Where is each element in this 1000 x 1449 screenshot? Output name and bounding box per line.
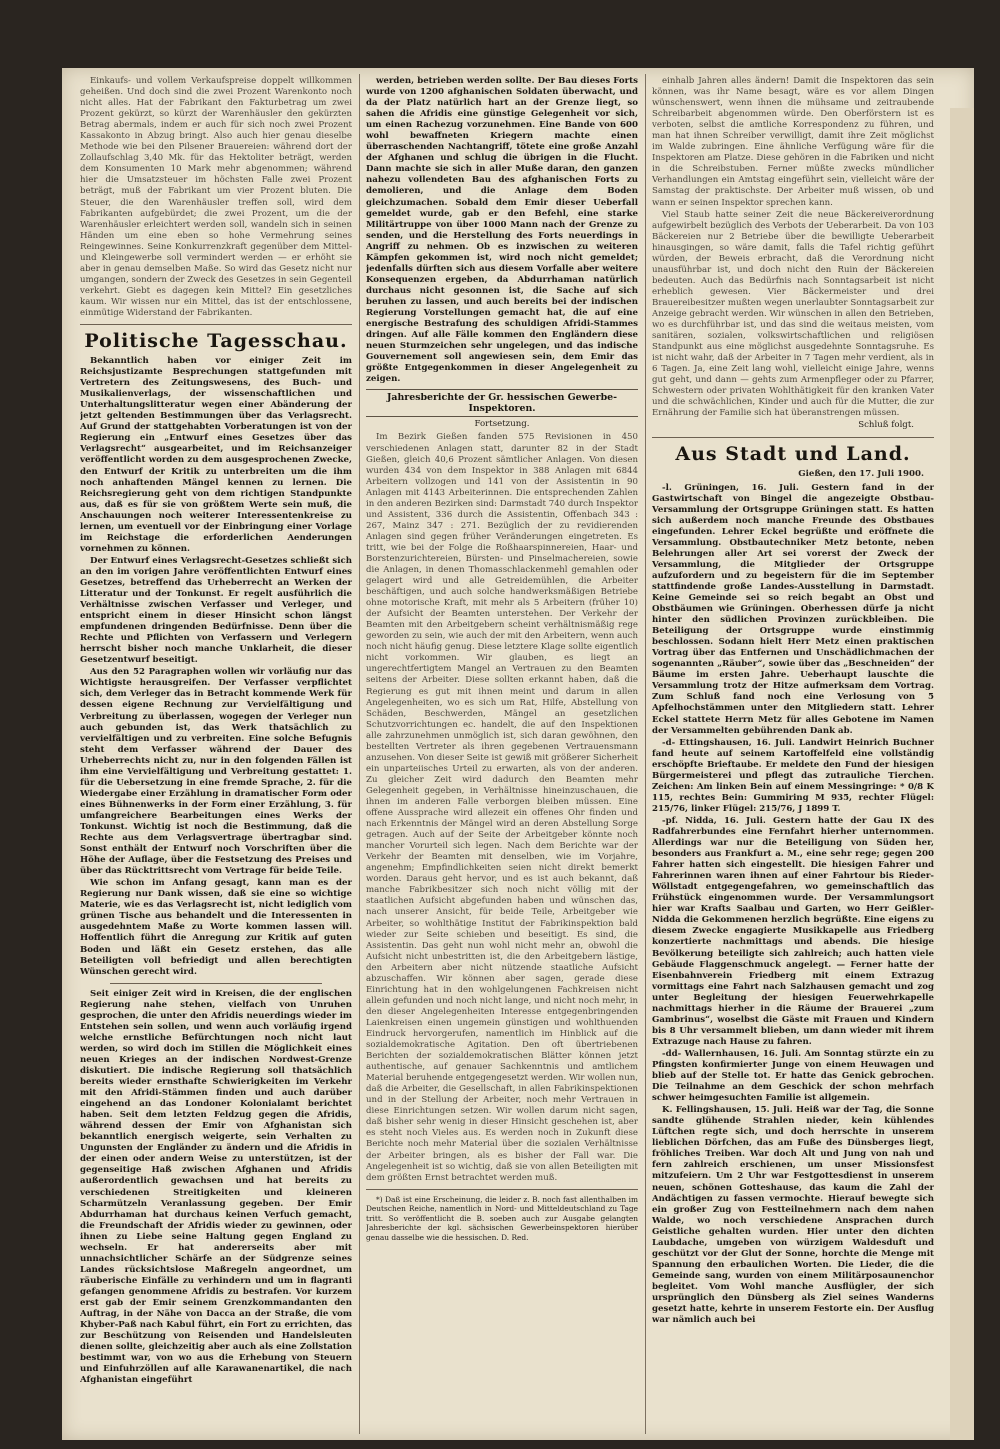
paragraph: Der Entwurf eines Verlagsrecht-Gesetzes schließt sich an den im vorigen Jahre veröffentlichten Entwurf eines Gesetzes, betreffend das Urheberrecht an Werken der Litteratur und der Tonkunst. Er regelt ausführlich die Verhältnisse zwischen Verfasser und Verleger, und entspricht einem in dieser Hinsicht schon längst empfundenen dringenden Bedürfnisse. Denn über die Rechte und Pflichten von Verfassern und Verlegern herrscht bisher noch manche Unklarheit, die dieser Gesetzentwurf beseitigt. [80,555,352,666]
news-item: -pf. Nidda, 16. Juli. Gestern hatte der Gau IX des Radfahrerbundes eine Fernfahrt hierher unternommen. Allerdings war nur die Beteiligung von Süden her, besonders aus Frankfurt a. M., eine sehr rege; gegen 200 Fahrer hatten sich eingestellt. Die hiesigen Fahrer und Fahrerinnen waren ihnen auf einer Fahrtour bis Rieder-Wöllstadt entgegengefahren, wo gemeinschaftlich das Frühstück eingenommen wurde. Der Versammlungsort hier war Krafts Saalbau und Garten, wo Herr Geißler-Nidda die Gekommenen herzlich begrüßte. Eine eigens zu diesem Zwecke engagierte Musikkapelle aus Friedberg konzertierte nachmittags und abends. Die hiesige Bevölkerung beteiligte sich zahlreich; auch hatten viele Gebäude Flaggenschmuck angelegt. — Ferner hatte der Eisenbahnverein Friedberg mit einem Extrazug vormittags eine Fahrt nach Salzhausen gemacht und zog unter Begleitung der hiesigen Feuerwehrkapelle nachmittags hierher in die Räume der Brauerei „zum Gambrinus“, woselbst die Gäste mit Frauen und Kindern bis 8 Uhr versammelt blieben, um dann wieder mit ihrem Extrazuge nach Hause zu fahren. [652,815,934,1047]
paragraph: werden, betrieben werden sollte. Der Bau dieses Forts wurde von 1200 afghanischen Soldaten überwacht, und da der Platz natürlich hart an der Grenze liegt, so sahen die Afridis eine günstige Gelegenheit vor sich, um einen Rachezug vorzunehmen. Eine Bande von 600 wohl bewaffneten Kriegern machte einen überraschenden Nachtangriff, tötete eine große Anzahl der Afghanen und schlug die übrigen in die Flucht. Dann machte sie sich in aller Muße daran, den ganzen nahezu vollendeten Bau des afghanischen Forts zu demolieren, und die Anlage dem Boden gleichzumachen. Sobald dem Emir dieser Ueberfall gemeldet wurde, gab er den Befehl, eine starke Militärtruppe von über 1000 Mann nach der Grenze zu senden, und die Herstellung des Forts neuerdings in Angriff zu nehmen. Ob es inzwischen zu weiteren Kämpfen gekommen ist, wird noch nicht gemeldet; jedenfalls dürften sich aus diesem Vorfalle aber weitere Konsequenzen ergeben, da Abdurrhaman natürlich durchaus nicht gesonnen ist, die Sache auf sich beruhen zu lassen, und auch bereits bei der indischen Regierung Vorstellungen gemacht hat, die auf eine energische Bestrafung des schuldigen Afridi-Stammes dringen. Auf alle Fälle kommen den Engländern diese neuen Sturmzeichen sehr ungelegen, und das indische Gouvernement soll angewiesen sein, dem Emir das größte Entgegenkommen in dieser Angelegenheit zu zeigen. [366,76,638,385]
right-page-edge [950,108,974,1440]
column-rule-1 [359,74,360,1434]
section-divider [652,437,934,438]
column-1 [80,76,352,1434]
article-continuation: Einkaufs- und vollem Verkaufspreise doppelt willkommen geheißen. Und doch sind die zwei Prozent Warenkonto noch nicht alles. Hat der Fabrikant den Fakturbetrag um zwei Prozent gekürzt, so kürzt der Warenhäusler den gekürzten Betrag abermals, indem er auch für sich noch zwei Prozent Kassakonto in Abzug bringt. Also auch hier genau dieselbe Methode wie bei den Pilsener Brauereien: während dort der Zollaufschlag 3,40 Mk. für das Hektoliter beträgt, werden dem Konsumenten 10 Mark mehr abgenommen; während hier die Umsatzsteuer im höchsten Falle zwei Prozent beträgt, muß der Fabrikant um vier Prozent bluten. Die Steuer, die den Warenhäusler treffen soll, wird dem Fabrikanten aufgebürdet; die zwei Prozent, um die der Warenhäusler erleichtert werden soll, wandeln sich in seinen Händen um eine eben so hohe Vermehrung seines Reingewinnes. Seine Konkurrenzkraft gegenüber dem Mittel- und Kleingewerbe soll vermindert werden — er erhöht sie aber in genau demselben Maße. So wird das Gesetz nicht nur umgangen, sondern der Zweck des Gesetzes in sein Gegenteil verkehrt. Giebt es dagegen kein Mittel? Ein gesetzliches kaum. Wir wissen nur ein Mittel, das ist der entschlossene, einmütige Widerstand der Fabrikanten. [80,76,352,318]
column-2 [366,76,638,1434]
paragraph: Bekanntlich haben vor einiger Zeit im Reichsjustizamte Besprechungen stattgefunden mit Vertretern des Zeitungswesens, des Buch- und Musikalienverlags, der wissenschaftlichen und Unterhaltungslitteratur wegen einer Abänderung der jetzt geltenden Bestimmungen über das Verlagsrecht. Auf Grund der stattgehabten Vorberatungen ist von der Regierung ein „Entwurf eines Gesetzes über das Verlagsrecht“ ausgearbeitet, und im Reichsanzeiger veröffentlicht worden zu dem ausgesprochenen Zwecke, den Entwurf der Kritik zu unterbreiten um die ihm noch anhaftenden Mängel kennen zu lernen. Die Reichsregierung geht von dem richtigen Standpunkte aus, daß es für sie von größtem Werte sein muß, die Anschauungen noch weiterer Interessentenkreise zu lernen, um eventuell vor der Einbringung einer Vorlage im Reichstage die erforderlichen Aenderungen vornehmen zu können. [80,356,352,554]
paragraph: einhalb Jahren alles ändern! Damit die Inspektoren das sein können, was ihr Name besagt, wäre es vor allem Dingen wünschenswert, wenn ihnen die mühsame und zeitraubende Schreibarbeit abgenommen würde. Den Oberförstern ist es verboten, selbst die amtliche Korrespondenz zu führen, und man hat ihnen Schreiber verwilligt, damit ihre Zeit möglichst im Walde zubringen. Eine ähnliche Verfügung wäre für die Inspektoren am Platze. Diese gehören in die Fabriken und nicht in die Schreibstuben. Ferner müßte zwecks mündlicher Verhandlungen ein Amtstag eingeführt sein, vielleicht wäre der Samstag der praktischste. Der Arbeiter muß wissen, ob und wann er seinen Inspektor sprechen kann. [652,76,934,208]
divider [110,983,322,984]
to-be-continued-note: Schluß folgt. [858,420,914,431]
footnote: *) Daß ist eine Erscheinung, die leider z. B. noch fast allenthalben im Deutschen Reiche, namentlich in Nord- und Mitteldeutschland zu Tage tritt. So veröffentlicht die B. soeben auch zur Ausgabe gelangten Jahresberichte der kgl. sächsischen Gewerbeinspektoren hierüber genau dasselbe wie die hessischen. D. Red. [366,1194,638,1242]
paragraph: Wie schon im Anfang gesagt, kann man es der Regierung nur Dank wissen, daß sie eine so wichtige Materie, wie es das Verlagsrecht ist, nicht lediglich vom grünen Tische aus behandelt und die Interessenten in ausgedehntem Maße zu Worte kommen lassen will. Hoffentlich führt die Anregung zur Kritik auf guten Boden und läßt ein Gesetz erstehen, das alle Beteiligten voll befriedigt und allen berechtigten Wünschen gerecht wird. [80,878,352,977]
news-item: -l. Grüningen, 16. Juli. Gestern fand in der Gastwirtschaft von Bingel die angezeigte Obstbau-Versammlung der Ortsgruppe Grüningen statt. Es hatten sich außerdem noch manche Freunde des Obstbaues eingefunden. Lehrer Eckel begrüßte und eröffnete die Versammlung. Obstbautechniker Metz betonte, neben Belehrungen aller Art sei vorerst der Zweck der Versammlung, die Mitglieder der Ortsgruppe aufzufordern und zu begeistern für die im September stattfindende große Landes-Ausstellung in Darmstadt. Keine Gemeinde sei so reich begabt an Obst und Obstbäumen wie Grüningen. Oberhessen dürfe ja nicht hinter den südlichen Provinzen zurückbleiben. Die Beteiligung der Ortsgruppe wurde einstimmig beschlossen. Sodann hielt Herr Metz einen praktischen Vortrag über das Entfernen und Unschädlichmachen der sogenannten „Räuber“, sowie über das „Beschneiden“ der Bäume im ersten Jahre. Ueberhaupt lauschte die Versammlung trotz der Hitze aufmerksam dem Vortrag. Zum Schluß fand noch eine Verlosung von 5 Apfelhochstämmen unter den Mitgliedern statt. Lehrer Eckel stattete Herrn Metz für alles Gebotene im Namen der Versammelten gebührenden Dank ab. [652,482,934,736]
paragraph: Im Bezirk Gießen fanden 575 Revisionen in 450 verschiedenen Anlagen statt, darunter 82 in der Stadt Gießen, gleich 40,6 Prozent sämtlicher Anlagen. Von diesen wurden 434 von dem Inspektor in 388 Anlagen mit 6844 Arbeitern vollzogen und 141 von der Assistentin in 90 Anlagen mit 4143 Arbeiterinnen. Die entsprechenden Zahlen in den anderen Bezirken sind: Darmstadt 740 durch Inspektor und Assistent, 336 durch die Assistentin, Offenbach 343 : 267, Mainz 347 : 271. Bezüglich der zu revidierenden Anlagen sind gegen früher Veränderungen eingetreten. Es tritt, wie bei der Folge die Roßhaarspinnereien, Haar- und Borstenzurichtereien, Bürsten- und Pinselmachereien, sowie die Anlagen, in denen Thomasschlackenmehl gemahlen oder gelagert wird und alle Getreidemühlen, die Arbeiter beschäftigen, und auch solche handwerksmäßigen Betriebe ohne motorische Kraft, mit mehr als 5 Arbeitern (früher 10) der Aufsicht der Beamten unterstehen. Der Verkehr der Beamten mit den Arbeitgebern scheint verhältnismäßig rege geworden zu sein, wie auch der mit den Arbeitern, wenn auch noch nicht häufig genug. Diese letztere Klage sollte eigentlich nicht vorkommen. Wir glauben, es liegt an ungerechtfertigtem Mangel an Vertrauen zu den Beamten seitens der Arbeiter. Diese sollten erkannt haben, daß die Regierung es gut mit ihnen meint und darum in allen Angelegenheiten, wo es sich um Rat, Hilfe, Abstellung von Schäden, Beschwerden, Mängel an gesetzlichen Schutzvorrichtungen ec. handelt, die auf den Inspektionen alle zahrzunehmen unmöglich ist, sich daran gewöhnen, den bestellten Vertreter als ihren gegebenen Vertrauensmann anzusehen. Von dieser Seite ist gewiß mit größerer Sicherheit ein unparteiisches Urteil zu erwarten, als von der anderen. Zu gleicher Zeit wird dadurch den Beamten mehr Gelegenheit gegeben, in Verhältnisse hineinzuschauen, die ihnen im anderen Falle verborgen bleiben müssen. Eine offene Aussprache wird allezeit ein offenes Ohr finden und nach Erkenntnis der Mängel wird an deren Abstellung Sorge getragen. Auch auf der Seite der Arbeitgeber könnte noch mancher Vorurteil sich legen. Nach dem Berichte war der Verkehr der Beamten mit denselben, wie im Vorjahre, angenehm; Empfindlichkeiten seien nicht direkt bemerkt worden. Daraus geht hervor, und es ist auch bekannt, daß manche Fabrikbesitzer sich noch nicht völlig mit der staatlichen Aufsicht abgefunden haben und wünschen das, nach unserer Ansicht, für beide Teile, Arbeitgeber wie Arbeiter, so wohlthätige Institut der Fabrikinspektion bald wieder zur Seite schieben und beseitigt. Es sind, die Assistentin. Das geht nun wohl nicht mehr an, obwohl die Aufsicht nicht unbestritten ist, die den Arbeitgebern lästige, den Arbeitern aber nicht nützende staatliche Aufsicht abzuschaffen. Wir können aber sagen, gerade diese Einrichtung hat in den wohlgelungenen Fachkreisen nicht allein gefunden und noch nicht lange, und nicht noch mehr, in den dieser Angelegenheiten Interesse entgegenbringenden Laienkreisen einen ungemein günstigen und wohlthuenden Eindruck hervorgerufen, namentlich im Hinblick auf die sozialdemokratische Agitation. Den oft übertriebenen Berichten der sozialdemokratischen Blätter können jetzt authentische, auf genauer Sachkenntnis und amtlichem Material beruhende entgegengesetzt werden. Wir wollen nun, daß die Arbeiter, die Gesellschaft, in allen Fabrikinspektionen und in der Stellung der Arbeiter, noch mehr Vertrauen in diese Einrichtungen setzen. Wir wollen darum nicht sagen, daß bisher sehr wenig in dieser Hinsicht geschehen ist, aber es steht noch Vieles aus. Es werden noch in Zukunft diese Berichte noch mehr Material über die sozialen Verhältnisse der Arbeiter bringen, als es bisher der Fall war. Die Angelegenheit ist so wichtig, daß sie von allen Beteiligten mit dem größten Ernst betrachtet werden muß. [366,432,638,1183]
paragraph: Viel Staub hatte seiner Zeit die neue Bäckereiverordnung aufgewirbelt bezüglich des Verbots der Ueberarbeit. Da von 103 Bäckereien nur 2 Betriebe über die bewilligte Ueberarbeit hinausgingen, so wäre damit, falls die Tafel richtig geführt würden, der Beweis erbracht, daß die Verordnung nicht unausführbar ist, und doch nicht den Ruin der Bäckereien bedeuten. Auch das Bedürfnis nach Sonntagsarbeit ist nicht erheblich gewesen. Vier Bäckermeister und drei Brauereibesitzer mußten wegen unerlaubter Sonntagsarbeit zur Anzeige gebracht werden. Wir wünschen in allen den Betrieben, wo es durchführbar ist, und das sind die weitaus meisten, vom sanitären, sozialen, volkswirtschaftlichen und religiösen Standpunkt aus eine möglichst ausgedehnte Sonntagsruhe. Es ist nicht wahr, daß der Arbeiter in 7 Tagen mehr verdient, als in 6 Tagen. Ja, eine Zeit lang wohl, vielleicht einige Jahre, wenns gut geht, und dann — gehts zum Armenpfleger oder zu Pfarrer, Schwestern oder privaten Wohlthätigkeit für den kranken Vater und die schwächlichen, Kinder und auch für die Mutter, die zur Ernährung der Familie sich hat überanstrengen müssen. [652,209,934,419]
paragraph: Seit einiger Zeit wird in Kreisen, die der englischen Regierung nahe stehen, vielfach von Unruhen gesprochen, die unter den Afridis neuerdings wieder im Entstehen sein sollen, und wenn auch vorläufig irgend welche ernstliche Befürchtungen noch nicht laut werden, so wird doch im Stillen die Möglichkeit eines neuen Krieges an der indischen Nordwest-Grenze diskutiert. Die indische Regierung soll thatsächlich bereits wieder ernsthafte Schwierigkeiten im Verkehr mit den Afridi-Stämmen finden und auch darüber eingehend an das Londoner Kolonialamt berichtet haben. Seit dem letzten Feldzug gegen die Afridis, während dessen der Emir von Afghanistan sich bekanntlich energisch weigerte, sein Verhalten zu Ungunsten der Engländer zu ändern und die Afridis in der einen oder andern Weise zu unterstützen, ist der gegenseitige Haß zwischen Afghanen und Afridis außerordentlich gewachsen und hat bereits zu verschiedenen Streitigkeiten und kleineren Scharmützeln Veranlassung gegeben. Der Emir Abdurrhaman hat durchaus keinen Verfuch gemacht, die Freundschaft der Afridis wieder zu gewinnen, oder ihnen zu Liebe seine Haltung gegen England zu wechseln. Er hat andererseits aber mit unnachsichtlicher Schärfe an der Südgrenze seines Landes rücksichtslose Maßregeln angeordnet, um räuberische Einfälle zu verhindern und um in flagranti gefangen genommene Afridis zu bestrafen. Vor kurzem erst gab der Emir seinem Grenzkommandanten den Auftrag, in der Nähe von Dacca an der Straße, die vom Khyber-Paß nach Kabul führt, ein Fort zu errichten, das zur Beschützung von Reisenden und Handelsleuten dienen sollte, gleichzeitig aber auch als eine Zollstation bestimmt war, von wo aus die Erhebung von Steuern und Einfuhrzöllen auf alle Karawanenartikel, die nach Afghanistan eingeführt [80,988,352,1386]
section-divider [80,324,352,325]
news-item: -dd- Wallernhausen, 16. Juli. Am Sonntag stürzte ein zu Pfingsten konfirmierter Junge von einem Heuwagen und blieb auf der Stelle tot. Er hatte das Genick gebrochen. Die Teilnahme an dem Geschick der schon mehrfach schwer heimgesuchten Familie ist allgemein. [652,1048,934,1104]
article-heading-jahresberichte: Jahresberichte der Gr. hessischen Gewerbe-Inspektoren. [366,389,638,417]
footnote-divider [366,1189,638,1190]
news-item: -d- Ettingshausen, 16. Juli. Landwirt Heinrich Buchner fand heute auf seinem Kartoffelfeld eine vollständig erschöpfte Brieftaube. Er meldete den Fund der hiesigen Bürgermeisterei und pflegt das zutrauliche Tierchen. Zeichen: Am linken Bein auf einem Messingringe: * 0/8 K 115, rechtes Bein: Gummiring M 935, rechter Flügel: 215/76, linker Flügel: 215/76, J 1899 T. [652,737,934,814]
section-heading-aus-stadt-und-land: Aus Stadt und Land. [675,442,911,465]
column-rule-2 [645,74,646,1434]
paragraph: Aus den 52 Paragraphen wollen wir vorläufig nur das Wichtigste herausgreifen. Der Verfasser verpflichtet sich, dem Verleger das in Betracht kommende Werk für dessen eigene Rechnung zur Vervielfältigung und Verbreitung zu überlassen, wogegen der Verleger nun auch gebunden ist, das Werk thatsächlich zu vervielfältigen und zu verbreiten. Eine solche Befugnis steht dem Verfasser während der Dauer des Urheberrechts nicht zu, nur in den folgenden Fällen ist ihm eine Vervielfältigung und Verbreitung gestattet: 1. für die Uebersetzung in eine fremde Sprache, 2. für die Wiedergabe einer Erzählung in dramatischer Form oder eines Bühnenwerks in der Form einer Erzählung, 3. für umfangreichere Bearbeitungen eines Werks der Tonkunst. Wichtig ist noch die Bestimmung, daß die Rechte aus dem Verlagsvertrage übertragbar sind. Sonst enthält der Entwurf noch Vorschriften über die Höhe der Auflage, über die Festsetzung des Preises und über das Rücktrittsrecht vom Vertrage für beide Teile. [80,667,352,877]
news-item: K. Fellingshausen, 15. Juli. Heiß war der Tag, die Sonne sandte glühende Strahlen nieder, kein kühlendes Lüftchen regte sich, und doch herrschte in unserem lieblichen Dörfchen, das am Fuße des Dünsberges liegt, fröhliches Treiben. War doch Alt und Jung von nah und fern zahlreich erschienen, um unser Missionsfest mitzufeiern. Um 2 Uhr war Festgottesdienst in unserem neuen, schönen Gotteshause, das kaum die Zahl der Andächtigen zu fassen vermochte. Hierauf bewegte sich ein großer Zug von Festteilnehmern nach dem nahen Walde, wo noch verschiedene Ansprachen durch Geistliche gehalten wurden. Hier unter den dichten Laubdache, umgeben von würzigem Waldesduft und geschützt vor der Glut der Sonne, horchte die Menge mit Spannung den erbaulichen Worten. Die Lieder, die die Gemeinde sang, wurden von einem Militärposaunenchor begleitet. Vom Wohl manche Ausflügler, der sich ursprünglich den Dünsberg als Ziel seines Wanderns gesetzt hatte, kehrte in unserem Festorte ein. Der Ausflug war nämlich auch bei [652,1105,934,1326]
column-3 [652,76,934,1434]
dateline: Gießen, den 17. Juli 1900. [798,468,924,479]
continuation-note: Fortsetzung. [474,419,530,430]
newspaper-page [62,68,974,1440]
section-heading-politische-tagesschau: Politische Tagesschau. [84,330,348,353]
